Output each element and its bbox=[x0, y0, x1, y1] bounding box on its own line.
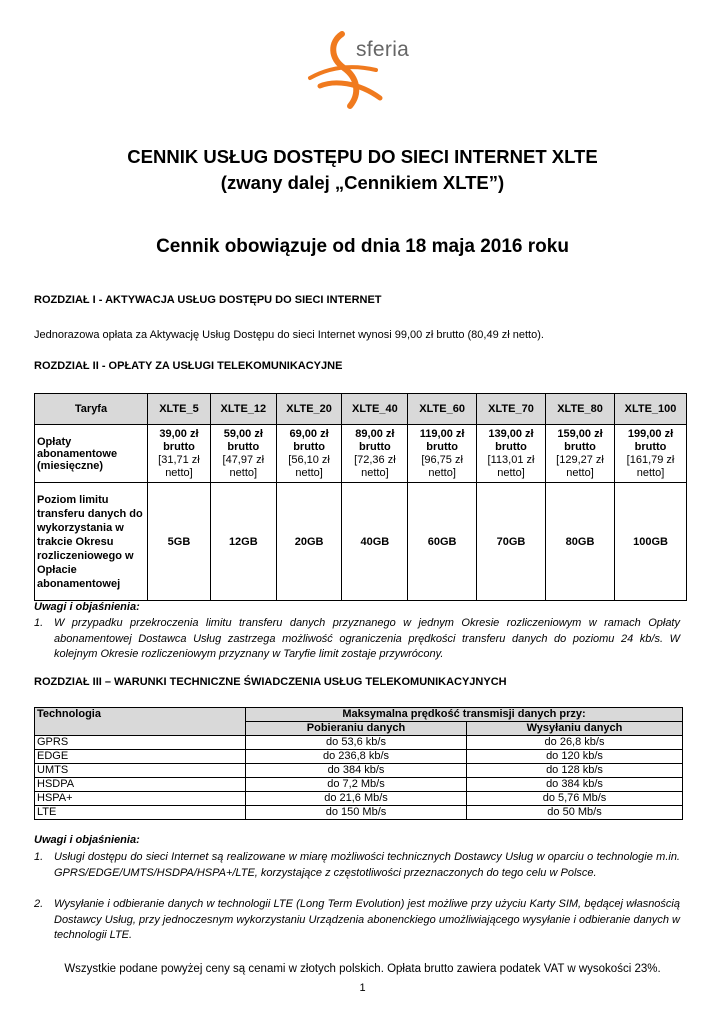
download-cell: do 236,8 kb/s bbox=[246, 750, 467, 764]
page-title: CENNIK USŁUG DOSTĘPU DO SIECI INTERNET XLTE bbox=[127, 146, 598, 167]
tech-cell: HSDPA bbox=[35, 778, 246, 792]
fee-gross: 59,00 zł brutto bbox=[223, 427, 263, 453]
note-number: 1. bbox=[34, 617, 44, 629]
fee-gross: 139,00 zł brutto bbox=[488, 427, 534, 453]
footer-note: Wszystkie podane powyżej ceny są cenami w złotych polskich. Opłata brutto zawiera podatek VAT w wysokości 23%. bbox=[64, 963, 661, 975]
fee-cell bbox=[546, 425, 615, 483]
fee-cell bbox=[615, 425, 687, 483]
fee-net: [56,10 zł netto] bbox=[288, 453, 330, 479]
upload-header: Wysyłaniu danych bbox=[467, 722, 683, 736]
plan-header: XLTE_12 bbox=[210, 394, 276, 425]
table-row bbox=[35, 792, 683, 806]
section3-note bbox=[34, 897, 680, 944]
download-cell: do 384 kb/s bbox=[246, 764, 467, 778]
effective-date: Cennik obowiązuje od dnia 18 maja 2016 roku bbox=[156, 236, 569, 257]
tech-cell: UMTS bbox=[35, 764, 246, 778]
download-cell: do 21,6 Mb/s bbox=[246, 792, 467, 806]
table-row bbox=[35, 750, 683, 764]
note-number: 1. bbox=[34, 851, 44, 863]
tech-cell: LTE bbox=[35, 806, 246, 820]
fee-net: [129,27 zł netto] bbox=[556, 453, 604, 479]
fee-label: Opłaty abonamentowe (miesięczne) bbox=[35, 425, 148, 483]
max-speed-header: Maksymalna prędkość transmisji danych przy: bbox=[246, 708, 683, 722]
upload-cell: do 120 kb/s bbox=[467, 750, 683, 764]
fee-cell bbox=[210, 425, 276, 483]
fee-cell bbox=[408, 425, 477, 483]
tech-header: Technologia bbox=[35, 708, 246, 736]
fee-cell bbox=[276, 425, 342, 483]
fee-gross: 199,00 zł brutto bbox=[627, 427, 674, 453]
limit-cell: 20GB bbox=[276, 483, 342, 601]
fee-gross: 119,00 zł brutto bbox=[419, 427, 465, 453]
fee-net: [113,01 zł netto] bbox=[487, 453, 535, 479]
note-text: Wysyłanie i odbieranie danych w technologii LTE (Long Term Evolution) jest możliwe przy użyciu Karty SIM, będącej własnością Dostawcy Usług, przy jednoczesnym wykorzystaniu Urządzenia abonenckiego umożliwiającego wysyłanie i odbieranie danych w technologii LTE. bbox=[54, 898, 680, 941]
download-header: Pobieraniu danych bbox=[246, 722, 467, 736]
table-row bbox=[35, 764, 683, 778]
fee-cell bbox=[342, 425, 408, 483]
plan-header: XLTE_60 bbox=[408, 394, 477, 425]
logo-text: sferia bbox=[356, 38, 410, 61]
fee-gross: 69,00 zł brutto bbox=[289, 427, 329, 453]
plan-header: XLTE_40 bbox=[342, 394, 408, 425]
page-subtitle: (zwany dalej „Cennikiem XLTE”) bbox=[220, 172, 505, 193]
technology-table bbox=[34, 707, 683, 820]
note-text: Usługi dostępu do sieci Internet są realizowane w miarę możliwości technicznych Dostawcy Usług w oparciu o technologie m.in. GPRS/EDGE/UMTS/HSDPA/HSPA+/LTE, korzystające z częstotliwości przeznaczonych do tego celu w Polsce. bbox=[54, 851, 680, 879]
limit-cell: 80GB bbox=[546, 483, 615, 601]
limit-cell: 40GB bbox=[342, 483, 408, 601]
limit-label: Poziom limitu transferu danych do wykorzystania w trakcie Okresu rozliczeniowego w Opłacie abonamentowej bbox=[35, 483, 148, 601]
table-row bbox=[35, 806, 683, 820]
plan-header: XLTE_70 bbox=[476, 394, 545, 425]
limit-cell: 60GB bbox=[408, 483, 477, 601]
fee-gross: 159,00 zł brutto bbox=[557, 427, 603, 453]
table-row bbox=[35, 778, 683, 792]
fee-cell bbox=[476, 425, 545, 483]
section1-heading: ROZDZIAŁ I - AKTYWACJA USŁUG DOSTĘPU DO SIECI INTERNET bbox=[34, 294, 382, 306]
note-number: 2. bbox=[34, 898, 44, 910]
download-cell: do 150 Mb/s bbox=[246, 806, 467, 820]
tech-cell: EDGE bbox=[35, 750, 246, 764]
section1-text: Jednorazowa opłata za Aktywację Usług Dostępu do sieci Internet wynosi 99,00 zł brutto (80,49 zł netto). bbox=[34, 329, 544, 341]
note-text: W przypadku przekroczenia limitu transferu danych przyznanego w jednym Okresie rozliczeniowym w ramach Opłaty abonamentowej Dostawca Usług zastrzega możliwość ograniczenia prędkości transferu danych do poziomu 24 kb/s. W kolejnym Okresie rozliczeniowym przyznany w Taryfie limit zostaje przywrócony. bbox=[54, 617, 680, 660]
fee-gross: 39,00 zł brutto bbox=[159, 427, 199, 453]
plan-header: XLTE_20 bbox=[276, 394, 342, 425]
fee-net: [161,79 zł netto] bbox=[626, 453, 675, 479]
tech-cell: GPRS bbox=[35, 736, 246, 750]
page-number: 1 bbox=[359, 982, 366, 994]
download-cell: do 53,6 kb/s bbox=[246, 736, 467, 750]
table-row bbox=[35, 736, 683, 750]
fee-net: [31,71 zł netto] bbox=[158, 453, 200, 479]
plan-header: XLTE_100 bbox=[615, 394, 687, 425]
section3-heading: ROZDZIAŁ III – WARUNKI TECHNICZNE ŚWIADCZENIA USŁUG TELEKOMUNIKACYJNYCH bbox=[34, 676, 507, 688]
fee-net: [96,75 zł netto] bbox=[421, 453, 463, 479]
tech-cell: HSPA+ bbox=[35, 792, 246, 806]
section2-notes-title: Uwagi i objaśnienia: bbox=[34, 601, 140, 613]
limit-cell: 12GB bbox=[210, 483, 276, 601]
section3-note bbox=[34, 850, 680, 881]
limit-cell: 70GB bbox=[476, 483, 545, 601]
upload-cell: do 26,8 kb/s bbox=[467, 736, 683, 750]
upload-cell: do 5,76 Mb/s bbox=[467, 792, 683, 806]
upload-cell: do 50 Mb/s bbox=[467, 806, 683, 820]
tariff-table bbox=[34, 393, 687, 601]
upload-cell: do 128 kb/s bbox=[467, 764, 683, 778]
tariff-header: Taryfa bbox=[35, 394, 148, 425]
plan-header: XLTE_80 bbox=[546, 394, 615, 425]
limit-cell: 100GB bbox=[615, 483, 687, 601]
fee-cell bbox=[148, 425, 211, 483]
section2-note bbox=[34, 616, 680, 663]
section3-notes-title: Uwagi i objaśnienia: bbox=[34, 834, 140, 846]
fee-net: [72,36 zł netto] bbox=[354, 453, 396, 479]
plan-header: XLTE_5 bbox=[148, 394, 211, 425]
fee-net: [47,97 zł netto] bbox=[222, 453, 265, 479]
fee-gross: 89,00 zł brutto bbox=[355, 427, 395, 453]
limit-cell: 5GB bbox=[148, 483, 211, 601]
upload-cell: do 384 kb/s bbox=[467, 778, 683, 792]
download-cell: do 7,2 Mb/s bbox=[246, 778, 467, 792]
section2-heading: ROZDZIAŁ II - OPŁATY ZA USŁUGI TELEKOMUNIKACYJNE bbox=[34, 360, 343, 372]
